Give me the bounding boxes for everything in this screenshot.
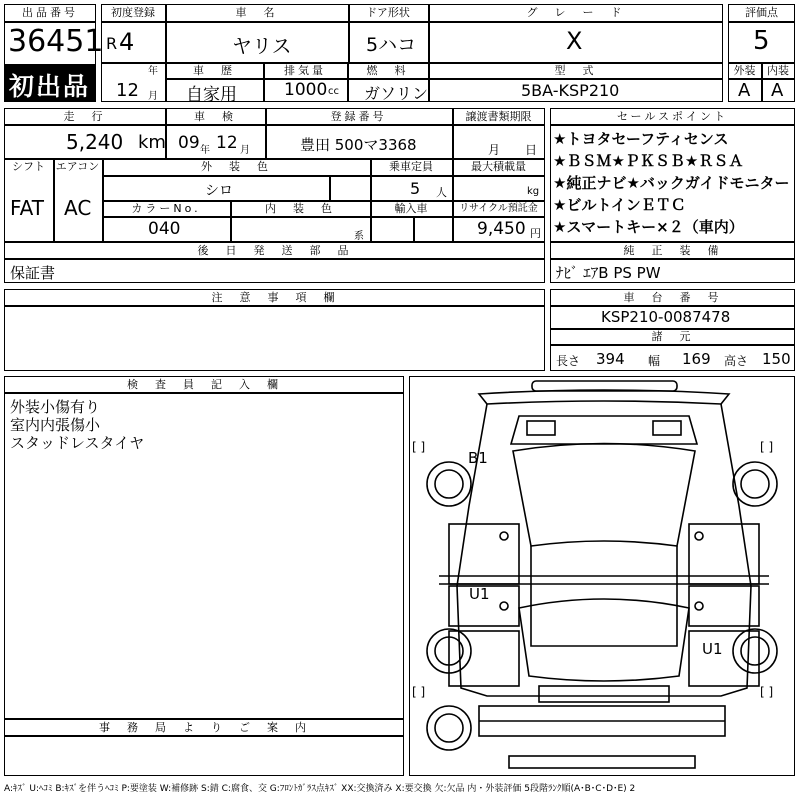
equipment-value: ﾅﾋﾞ ｴｱB PS PW [556,264,661,282]
plate-number: 豊田 500マ3368 [300,136,417,154]
displacement-label: 排気量 [284,64,326,77]
insp-year: 09 [178,133,200,153]
length-label: 長さ [556,354,581,368]
inspector-line: 室内内張傷小 [10,416,101,434]
fuel: ガソリン [364,84,429,103]
damage-mark: B1 [468,449,488,467]
capacity-label: 乗車定員 [389,160,433,173]
insp-month: 12 [216,133,238,153]
overall-score: 5 [753,26,770,56]
bracket-mark: [ ] [412,685,426,699]
height-label: 高さ [724,354,749,368]
inspector-label: 検 査 員 記 入 欄 [127,378,281,391]
model-label: 型 式 [554,64,597,77]
ext-grade: A [738,80,751,101]
insp-year-unit: 年 [200,145,210,156]
reg-year: 4 [119,28,135,56]
shift-label: シフト [12,160,45,173]
grade-label: グ レ ー ド [526,6,625,19]
capacity-unit: 人 [436,186,447,199]
sales-point: ★トヨタセーフティセンス [553,130,729,148]
recycle-label: リサイクル預託金 [459,203,538,214]
sales-point: ★スマートキー×２（車内） [553,218,744,236]
lot-label: 出品番号 [22,6,78,19]
inspection-label: 車 検 [194,110,236,123]
first-reg-label: 初度登録 [111,6,155,19]
mileage-unit: km [138,132,166,153]
sales-points-list [553,128,789,238]
ext-color-label: 外 装 色 [201,160,271,173]
transfer-label: 譲渡書類期限 [465,110,532,123]
door-label: ドア形状 [366,6,410,19]
car-name: ヤリス [232,34,292,58]
model-code: 5BA-KSP210 [521,81,620,100]
damage-mark: U1 [702,640,723,658]
reg-month: 12 [116,80,139,101]
int-color-unit: 系 [354,231,364,242]
height-value: 150 [762,350,791,368]
sales-point: ★ビルトインＥＴＣ [553,196,686,214]
width-value: 169 [682,350,711,368]
insp-month-unit: 月 [240,145,250,156]
inspector-line: スタッドレスタイヤ [10,434,145,452]
int-label: 内装 [767,64,789,77]
capacity: 5 [410,179,421,198]
chassis-number: KSP210-0087478 [601,308,731,326]
width-label: 幅 [648,354,661,368]
transfer-month: 月 [488,143,501,157]
later-parts-value: 保証書 [10,264,56,282]
transfer-day: 日 [525,143,538,157]
bracket-mark: [ ] [412,440,426,454]
sales-point: ★ＢＳＭ★ＰＫＳＢ★ＲＳＡ [553,152,744,170]
recycle-amount: 9,450 [477,219,526,239]
chassis-label: 車 台 番 号 [623,291,722,304]
int-color-label: 内 装 色 [265,202,335,215]
mileage-label: 走 行 [63,110,106,123]
specs-label: 諸 元 [651,330,694,343]
sales-point: ★純正ナビ★バックガイドモニター [553,174,790,192]
era: R [106,34,118,53]
recycle-unit: 円 [530,227,541,240]
color-no-label: カラーNo. [131,202,201,215]
score-label: 評価点 [745,6,778,19]
first-listing-text: 初出品 [9,72,91,101]
displacement: 1000 [284,80,328,100]
legend: A:ｷｽﾞ U:ﾍｺﾐ B:ｷｽﾞを伴うﾍｺﾐ P:要塗装 W:補修跡 S:錆 C:腐食、交 G:ﾌﾛﾝﾄｶﾞﾗｽ点ｷｽﾞ XX:交換済み X:要交換 欠:欠品 内・外装評価 5段階ﾗﾝｸ順(A･B･C･D･E) 2 [4,784,636,794]
bracket-mark: [ ] [760,440,774,454]
length-value: 394 [596,350,625,368]
fuel-label: 燃 料 [366,64,409,77]
ac-label: エアコン [55,160,100,173]
load-label: 最大積載量 [471,160,526,173]
lot-number: 36451 [8,24,104,59]
later-parts-label: 後 日 発 送 部 品 [197,244,352,257]
ext-label: 外装 [733,64,756,77]
sales-points-label: セールスポイント [616,110,728,123]
equipment-label: 純 正 装 備 [623,244,722,257]
load-unit: kg [527,186,540,197]
damage-mark: U1 [469,585,490,603]
shift: FAT [10,196,45,220]
int-grade: A [771,80,784,101]
door-type: 5ハコ [366,34,417,56]
ac: AC [64,196,92,220]
office-label: 事 務 局 よ り ご 案 内 [99,721,309,734]
inspector-line: 外装小傷有り [10,398,101,416]
ext-color: シロ [205,183,233,199]
history: 自家用 [186,85,237,105]
mileage: 5,240 [66,130,124,154]
month-unit: 月 [148,91,158,102]
year-unit: 年 [148,66,158,77]
car-name-label: 車 名 [235,6,278,19]
bracket-mark: [ ] [760,685,774,699]
color-no: 040 [148,219,181,239]
displacement-unit: cc [328,86,339,97]
plate-label: 登録番号 [330,110,387,123]
notes-label: 注 意 事 項 欄 [211,291,338,304]
import-label: 輸入車 [394,202,428,215]
history-label: 車 歴 [193,64,235,77]
car-diagram [409,376,795,776]
grade: X [566,27,583,55]
